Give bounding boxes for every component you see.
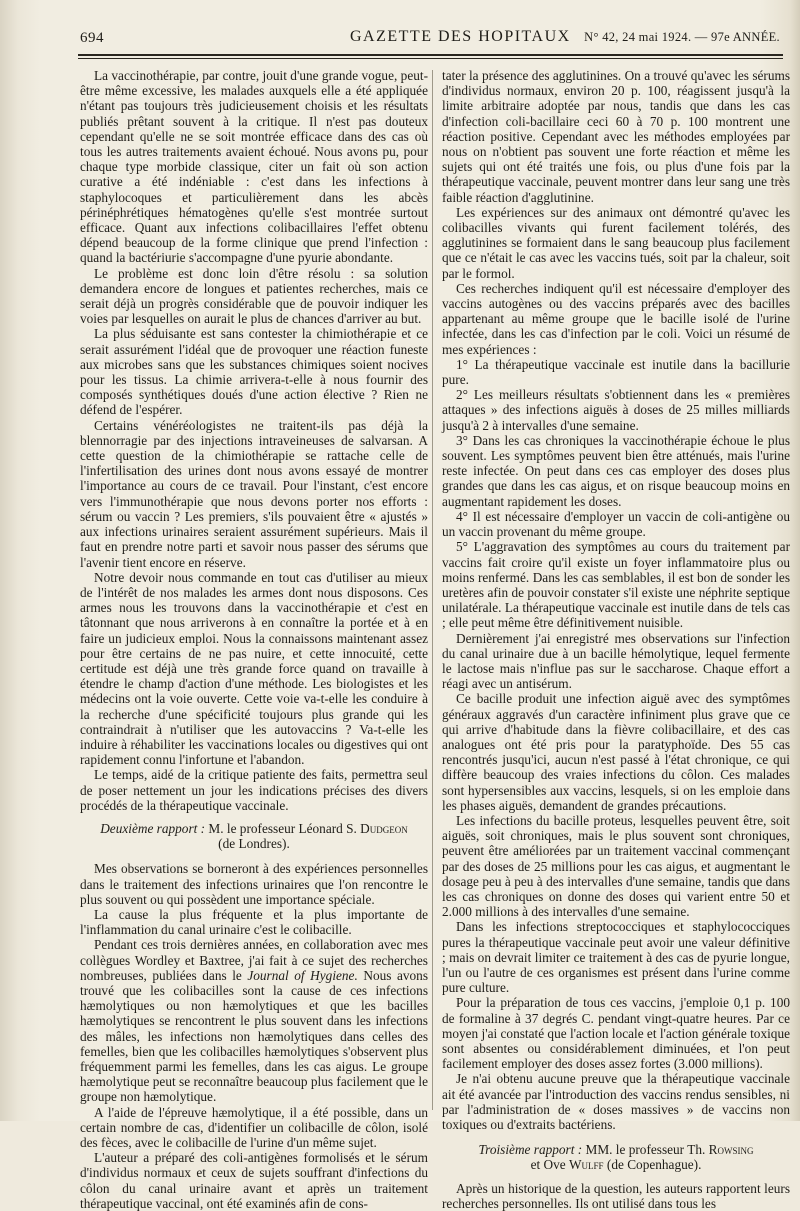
- paragraph: La cause la plus fréquente et la plus importante de l'inflammation du canal urinaire c'est le colibacille.: [80, 906, 428, 938]
- paragraph: A l'aide de l'épreuve hæmolytique, il a été possible, dans un certain nombre de cas, d'identifier un colibacille de côlon, isolé des fèces, avec le colibacille de l'urine d'un même sujet.: [80, 1104, 428, 1151]
- list-item: 4° Il est nécessaire d'employer un vaccin de coli-antigène ou un vaccin provenant du même groupe.: [442, 508, 790, 540]
- header-rule-thin: [78, 58, 783, 59]
- paragraph: Les expériences sur des animaux ont démontré qu'avec les colibacilles vivants qui furent facilement tolérés, des agglutinines se formaient dans le sang beaucoup plus facilement que ce n'était le cas avec les vaccins tués, soit par la chaleur, soit par le formol.: [442, 204, 790, 281]
- paragraph-text: Pendant ces trois dernières années, en collaboration avec mes collègues Wordley et Baxtree, j'ai fait à ce sujet des recherches nombreuses, publiées dans le: [80, 937, 428, 983]
- left-column: [80, 68, 428, 1211]
- paragraph: Le problème est donc loin d'être résolu : sa solution demandera encore de longues et patientes recherches, mais ce serait déjà un progrès considérable que de pouvoir indiquer les voies par lesquelles on aurait le plus de chances d'arriver au but.: [80, 265, 428, 327]
- paragraph: Dernièrement j'ai enregistré mes observations sur l'infection du canal urinaire due à un bacille hémolytique, lequel fermente le lactose mais n'influe pas sur le saccharose. Chaque effort a réagi avec un antisérum.: [442, 630, 790, 692]
- paragraph: Notre devoir nous commande en tout cas d'utiliser au mieux de l'intérêt de nos malades les armes dont nous disposons. Ces armes nous les trouvons dans la vaccinothérapie et c'est en tâtonnant que nous arriverons à en connaître la portée et à en faire un judicieux emploi. Nous la connaissons maintenant assez pour être certains de ne pas nuire, et cette innocuité, cette certitude est déjà une très grande force quand on travaille à étendre le champ d'action d'une méthode. Les biologistes et les médecins ont la voie ouverte. Cette voie va-t-elle les conduire à la recherche d'une spécificité toujours plus grande qui les contraindrait à n'utiliser que les autovaccins ? Va-t-elle les induire à réhabiliter les vaccinations locales ou digestives qui ont rapidement connu l'infortune et l'abandon.: [80, 569, 428, 768]
- paragraph: Je n'ai obtenu aucune preuve que la thérapeutique vaccinale ait été avancée par l'introduction des vaccins rendus sensibles, ni par l'administration de « doses massives » de vaccins non toxiques ou d'extraits bactériens.: [442, 1071, 790, 1133]
- issue-line: N° 42, 24 mai 1924. — 97e ANNÉE.: [584, 30, 780, 44]
- report-place: (de Londres).: [218, 836, 290, 852]
- column-separator: [432, 70, 433, 1110]
- paragraph: Les infections du bacille proteus, lesquelles peuvent être, soit aiguës, soit chroniques, mais le plus souvent sont chroniques, peuvent être améliorées par un traitement vaccinal commençant par des doses de 25 millions pour les cas aigus, et augmentant le dosage peu à peu à des intervalles d'une semaine, tandis que dans les cas chroniques on donne des doses qui varient entre 50 et 2.000 millions à des intervalles d'une semaine.: [442, 812, 790, 920]
- list-item: 2° Les meilleurs résultats s'obtiennent dans les « premières attaques » des infections aiguës à doses de 25 milles milliards jusqu'à 2 à intervalles d'une semaine.: [442, 387, 790, 433]
- list-item: 5° L'aggravation des symptômes au cours du traitement par vaccins fait croire qu'il existe un foyer inflammatoire plus ou moins renfermé. Dans les cas semblables, il est bon de sonder les uretères afin de pouvoir constater s'il existe une néphrite septique unilatérale. La thérapeutique vaccinale est inutile dans de tels cas ; elle peut même être définitivement nuisible.: [442, 539, 790, 631]
- paragraph: Ce bacille produit une infection aiguë avec des symptômes généraux aggravés d'un caractère infiniment plus grave que ce qui arrive d'habitude dans la fièvre colibacillaire, et des cas analogues ont été pris pour la paratyphoïde. Des 55 cas rencontrés jusqu'ici, aucun n'est passé à l'état chronique, ce qui diffère beaucoup des vraies infections du côlon. Ces malades sont hypersensibles aux vaccins, lesquels, si on les emploie dans les phases aiguës, demandent de grandes précautions.: [442, 691, 790, 813]
- paragraph: Dans les infections streptococciques et staphylococciques pures la thérapeutique vaccinale peut avoir une valeur définitive ; mais on devrait limiter ce traitement à des cas de pyurie longue, l'un ou l'autre de ces organismes est présent dans l'urine comme pure culture.: [442, 919, 790, 996]
- paragraph: Certains vénéréologistes ne traitent-ils pas déjà la blennorragie par des injections intraveineuses de salvarsan. A cette question de la chimiothérapie se rattache celle de l'infertilisation des urines dont nous avons essayé de montrer l'importance au cours de ce travail. Pour l'instant, c'est encore vers l'immunothérapie que nous devons porter nos efforts : sérum ou vaccin ? Les premiers, s'ils pouvaient être « ajustés » aux infections urinaires seraient assurément supérieurs. Mais il faut en prendre notre parti et savoir nous passer des sérums que l'avenir tient encore en réserve.: [80, 417, 428, 570]
- header-rule-thick: [78, 54, 783, 56]
- report-author: et Ove: [530, 1157, 569, 1173]
- report-author-name: Dudgeon: [360, 820, 408, 836]
- right-column: [442, 68, 790, 1211]
- journal-title: GAZETTE DES HOPITAUX: [350, 28, 571, 45]
- paragraph: Pour la préparation de tous ces vaccins, j'emploie 0,1 p. 100 de formaline à 37 degrés C. pendant vingt-quatre heures. Par ce moyen j'ai constaté que l'action locale et l'action générale toxique sont absentes ou considérablement diminuées, et l'on peut facilement employer des doses assez fortes (3.000 millions).: [442, 995, 790, 1072]
- list-item: 1° La thérapeutique vaccinale est inutile dans la bacillurie pure.: [442, 356, 790, 388]
- paragraph: L'auteur a préparé des coli-antigènes formolisés et le sérum d'individus normaux et ceux de sujets souffrant d'infections du côlon du canal urinaire avant et après un traitement thérapeutique vaccinal, ont été examinés afin de cons-: [80, 1150, 428, 1211]
- report-heading-2: [80, 821, 428, 851]
- report-label: Deuxième rapport :: [100, 820, 206, 836]
- paragraph: Ces recherches indiquent qu'il est nécessaire d'employer des vaccins autogènes ou des vaccins préparés avec des bacilles appartenant au même groupe que le bacille isolé de l'urine infectée, dans les cas d'infection par le coli. Voici un résumé de mes expériences :: [442, 280, 790, 357]
- paragraph: [80, 937, 428, 1104]
- report-author-name: Rowsing: [708, 1142, 754, 1158]
- report-author-name: Wulff: [569, 1157, 604, 1173]
- paragraph: tater la présence des agglutinines. On a trouvé qu'avec les sérums d'individus normaux, environ 20 p. 100, réagissent jusqu'à la limite arbitraire adoptée par nous, tandis que dans les cas d'infection coli-bacillaire ceci 60 à 70 p. 100 montrent une réaction positive. Cependant avec les méthodes employées par nous on n'obtient pas souvent une forte réaction et même les sujets qui ont été traités une fois, ou plus d'une fois par la thérapeutique vaccinale, peuvent montrer dans leur sang une très faible réaction d'agglutinine.: [442, 68, 790, 205]
- paragraph: Après un historique de la question, les auteurs rapportent leurs recherches personnelles. Ils ont utilisé dans tous les: [442, 1180, 790, 1211]
- report-author: MM. le professeur Th.: [582, 1142, 709, 1158]
- paragraph: La plus séduisante est sans contester la chimiothérapie et ce serait assurément l'idéal que de provoquer une réaction funeste aux microbes sans que les substances chimiques soient nocives pour les tissus. La chimie arrivera-t-elle à nous fournir des composés synthétiques doués d'une action élective ? Rien ne défend de l'espérer.: [80, 326, 428, 418]
- paragraph: Mes observations se borneront à des expériences personnelles dans le traitement des infections urinaires que l'on rencontre le plus souvent ou qui possèdent une importance spéciale.: [80, 861, 428, 907]
- journal-reference: Journal of Hygiene.: [247, 967, 358, 983]
- report-label: Troisième rapport :: [478, 1142, 583, 1158]
- paragraph: La vaccinothérapie, par contre, jouit d'une grande vogue, peut-être même excessive, les malades auxquels elle a été appliquée n'étant pas toujours très judicieusement choisis et les résultats publiés prêtant souvent à la critique. Il n'est pas douteux cependant qu'elle ne se soit montrée efficace dans des cas où tous les autres traitements avaient échoué. Nous avons pu, pour chaque type morbide classique, citer un fait où son action curative a été indéniable : c'est dans les infections à staphylocoques et particulièrement dans les abcès périnéphrétiques hématogènes qu'elle s'est montrée surtout efficace. Quant aux infections colibacillaires l'effet obtenu dépend beaucoup de la forme clinique que prend l'infection : quand la bactériurie s'accompagne d'une pyurie abondante.: [80, 68, 428, 266]
- list-item: 3° Dans les cas chroniques la vaccinothérapie échoue le plus souvent. Les symptômes peuvent bien être atténués, mais l'urine reste infectée. On peut dans ces cas employer des doses plus grandes que dans les cas aigus, et on risque beaucoup moins en augmentant rapidement les doses.: [442, 432, 790, 509]
- paragraph-text: Nous avons trouvé que les colibacilles sont la cause de ces infections hæmolytiques ou non hæmolytiques et que les bacilles hæmolytiques se rencontrent le plus souvent dans les infections des mâles, les infections non hæmolytiques dans celles des femelles, bien que les colibacilles hæmolytiques s'observent plus fréquemment parmi les femelles, dans les cas aigus. Le groupe hæmolytique peut se reconnaître beaucoup plus facilement que le groupe non hæmolytique.: [80, 967, 429, 1105]
- report-author: M. le professeur Léonard S.: [205, 820, 361, 836]
- report-heading-3: [442, 1142, 790, 1172]
- paragraph: Le temps, aidé de la critique patiente des faits, permettra seul de poser nettement un jour les indications précises des divers procédés de la thérapeutique vaccinale.: [80, 767, 428, 813]
- page-number: 694: [80, 30, 104, 46]
- page-header: [80, 26, 780, 50]
- report-place: (de Copenhague).: [603, 1157, 702, 1173]
